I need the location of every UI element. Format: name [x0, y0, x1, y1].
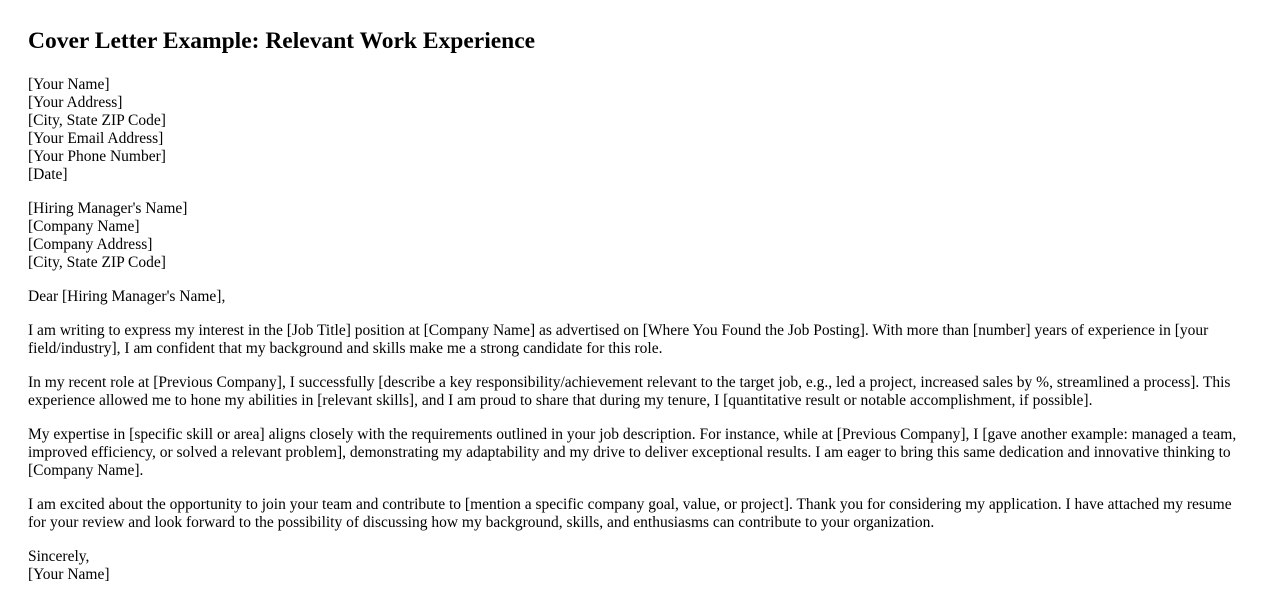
sender-city-state-zip: [City, State ZIP Code]: [28, 112, 166, 129]
valediction: Sincerely,: [28, 548, 90, 565]
recipient-company-address: [Company Address]: [28, 236, 153, 253]
closing-block: [28, 548, 1250, 584]
sender-email: [Your Email Address]: [28, 130, 164, 147]
letter-date: [Date]: [28, 166, 68, 183]
body-paragraph-4: I am excited about the opportunity to join your team and contribute to [mention a specific company goal, value, or project]. Thank you for considering my application. I have attached my resume for your review and look forward to the possibility of discussing how my background, skills, and enthusiasms can contribute to your organization.: [28, 496, 1232, 531]
page-title: Cover Letter Example: Relevant Work Experience: [28, 28, 536, 54]
sender-address: [Your Address]: [28, 94, 123, 111]
sender-name: [Your Name]: [28, 76, 110, 93]
body-paragraph-1: I am writing to express my interest in the [Job Title] position at [Company Name] as advertised on [Where You Found the Job Posting]. With more than [number] years of experience in [your field/industry], I am confident that my background and skills make me a strong candidate for this role.: [28, 322, 1209, 357]
recipient-company-name: [Company Name]: [28, 218, 140, 235]
recipient-hiring-manager: [Hiring Manager's Name]: [28, 200, 188, 217]
signature-name: [Your Name]: [28, 566, 110, 583]
body-paragraph-2: In my recent role at [Previous Company], I successfully [describe a key responsibility/achievement relevant to the target job, e.g., led a project, increased sales by %, streamlined a process]. This experience allowed me to hone my abilities in [relevant skills], and I am proud to share that during my tenure, I [quantitative result or notable accomplishment, if possible].: [28, 374, 1231, 409]
sender-phone: [Your Phone Number]: [28, 148, 166, 165]
recipient-city-state-zip: [City, State ZIP Code]: [28, 254, 166, 271]
body-paragraph-3: My expertise in [specific skill or area] aligns closely with the requirements outlined in your job description. For instance, while at [Previous Company], I [gave another example: managed a team, improved efficiency, or solved a relevant problem], demonstrating my adaptability and my drive to deliver exceptional results. I am eager to bring this same dedication and innovative thinking to [Company Name].: [28, 426, 1237, 479]
recipient-block: [28, 200, 1250, 272]
salutation: Dear [Hiring Manager's Name],: [28, 288, 226, 305]
sender-block: [28, 76, 1250, 184]
